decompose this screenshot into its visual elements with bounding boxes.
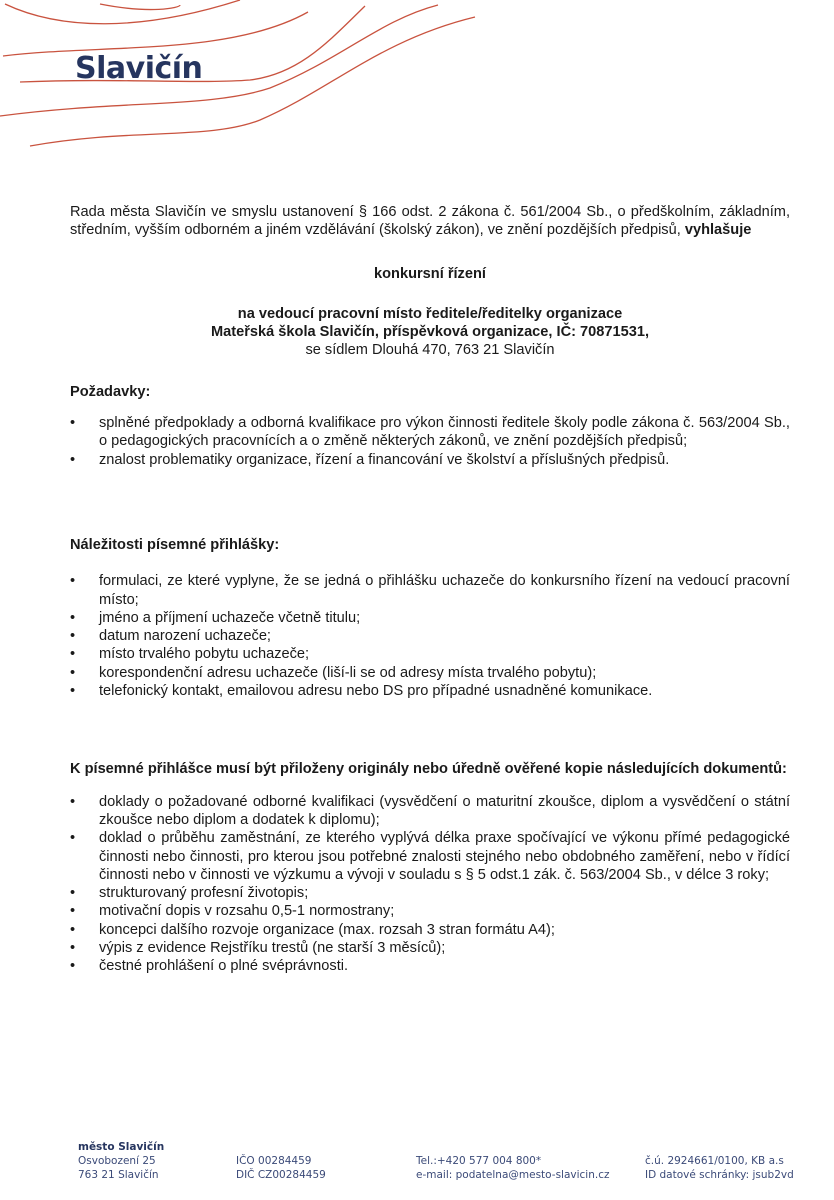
document-body xyxy=(70,203,790,976)
bullet-icon: • xyxy=(70,646,76,663)
application-list xyxy=(70,572,790,700)
list-item-text: výpis z evidence Rejstříku trestů (ne starší 3 měsíců); xyxy=(99,940,446,957)
list-item xyxy=(70,414,790,451)
bullet-icon: • xyxy=(70,921,76,938)
position-line-2: Mateřská škola Slavičín, příspěvková organizace, IČ: 70871531, xyxy=(210,324,650,341)
footer-address xyxy=(78,1140,164,1182)
list-item xyxy=(70,957,790,975)
list-item-text: místo trvalého pobytu uchazeče; xyxy=(99,646,310,663)
footer-ids xyxy=(236,1154,326,1182)
wave-line xyxy=(5,0,240,24)
list-item xyxy=(70,645,790,663)
announcement-title: konkursní řízení xyxy=(374,265,486,282)
bullet-icon: • xyxy=(70,885,76,902)
list-item xyxy=(70,682,790,700)
list-item-text: strukturovaný profesní životopis; xyxy=(99,885,309,902)
footer-email: e-mail: podatelna@mesto-slavicin.cz xyxy=(416,1169,610,1181)
list-item xyxy=(70,939,790,957)
list-item xyxy=(70,902,790,920)
bullet-icon: • xyxy=(70,830,76,847)
bullet-icon: • xyxy=(70,609,76,626)
intro-emphasis: vyhlašuje xyxy=(684,222,752,239)
list-item xyxy=(70,793,790,830)
city-logo: Slavičín xyxy=(75,51,203,82)
bullet-icon: • xyxy=(70,940,76,957)
footer-city: 763 21 Slavičín xyxy=(78,1169,159,1181)
bullet-icon: • xyxy=(70,573,76,590)
list-item-text: telefonický kontakt, emailovou adresu nebo DS pro případné usnadněné komunikace. xyxy=(99,683,653,700)
list-item-text: motivační dopis v rozsahu 0,5-1 normostrany; xyxy=(99,903,395,920)
bullet-icon: • xyxy=(70,958,76,975)
list-item xyxy=(70,609,790,627)
footer-contact xyxy=(416,1154,610,1182)
list-item-text: znalost problematiky organizace, řízení a financování ve školství a příslušných předpisů. xyxy=(99,451,670,468)
intro-paragraph xyxy=(70,203,790,240)
list-item-text: jméno a příjmení uchazeče včetně titulu; xyxy=(99,609,361,626)
list-item xyxy=(70,627,790,645)
footer-org-name: město Slavičín xyxy=(78,1141,165,1153)
bullet-icon: • xyxy=(70,628,76,645)
list-item-text: splněné předpoklady a odborná kvalifikace pro výkon činnosti ředitele školy podle zákona č. 563/2004 Sb., o pedagogických pracovnících a o změně některých zákonů, ve znění pozdějších předpisů; xyxy=(99,415,790,450)
list-item-text: datum narození uchazeče; xyxy=(99,628,271,645)
footer-ico: IČO 00284459 xyxy=(236,1155,312,1167)
footer-account: č.ú. 2924661/0100, KB a.s xyxy=(645,1155,784,1167)
list-item xyxy=(70,829,790,884)
list-item xyxy=(70,884,790,902)
footer-bank xyxy=(645,1154,794,1182)
documents-heading: K písemné přihlášce musí být přiloženy originály nebo úředně ověřené kopie následujících dokumentů: xyxy=(70,761,787,778)
list-item-text: doklady o požadované odborné kvalifikaci (vysvědčení o maturitní zkoušce, diplom a vysvědčení o státní zkoušce nebo diplom a dodatek k diplomu); xyxy=(99,793,790,828)
requirements-list xyxy=(70,414,790,469)
bullet-icon: • xyxy=(70,415,76,432)
position-block xyxy=(70,305,790,360)
documents-list xyxy=(70,793,790,976)
footer-street: Osvobození 25 xyxy=(78,1155,156,1167)
list-item-text: koncepci dalšího rozvoje organizace (max. rozsah 3 stran formátu A4); xyxy=(99,921,555,938)
position-address: se sídlem Dlouhá 470, 763 21 Slavičín xyxy=(305,342,555,359)
bullet-icon: • xyxy=(70,451,76,468)
footer-phone: Tel.:+420 577 004 800* xyxy=(416,1155,542,1167)
bullet-icon: • xyxy=(70,793,76,810)
bullet-icon: • xyxy=(70,903,76,920)
position-line-1: na vedoucí pracovní místo ředitele/ředitelky organizace xyxy=(237,305,623,322)
footer-dic: DIČ CZ00284459 xyxy=(236,1169,326,1181)
bullet-icon: • xyxy=(70,664,76,681)
wave-line xyxy=(100,4,180,10)
bullet-icon: • xyxy=(70,683,76,700)
footer-data-box: ID datové schránky: jsub2vd xyxy=(645,1169,794,1181)
intro-text: Rada města Slavičín ve smyslu ustanovení § 166 odst. 2 zákona č. 561/2004 Sb., o předškolním, základním, středním, vyšším odborném a jiném vzdělávání (školský zákon), ve znění pozdějších předpisů, xyxy=(70,204,790,239)
list-item-text: doklad o průběhu zaměstnání, ze kterého vyplývá délka praxe spočívající ve výkonu přímé pedagogické činnosti nebo činnosti, pro kterou jsou potřebné znalosti stejného nebo obdobného zaměření, nebo v řídící činnosti nebo v činnosti ve výzkumu a vývoji v souladu s § 5 odst.1 zák. č. 563/2004 Sb., v délce 3 roky; xyxy=(99,830,790,883)
list-item xyxy=(70,664,790,682)
list-item-text: korespondenční adresu uchazeče (liší-li se od adresy místa trvalého pobytu); xyxy=(99,664,597,681)
list-item xyxy=(70,921,790,939)
list-item-text: čestné prohlášení o plné svéprávnosti. xyxy=(99,958,349,975)
list-item xyxy=(70,572,790,609)
requirements-heading: Požadavky: xyxy=(70,383,151,400)
list-item xyxy=(70,451,790,469)
list-item-text: formulaci, ze které vyplyne, že se jedná o přihlášku uchazeče do konkursního řízení na vedoucí pracovní místo; xyxy=(99,573,790,608)
application-heading: Náležitosti písemné přihlášky: xyxy=(70,536,280,553)
